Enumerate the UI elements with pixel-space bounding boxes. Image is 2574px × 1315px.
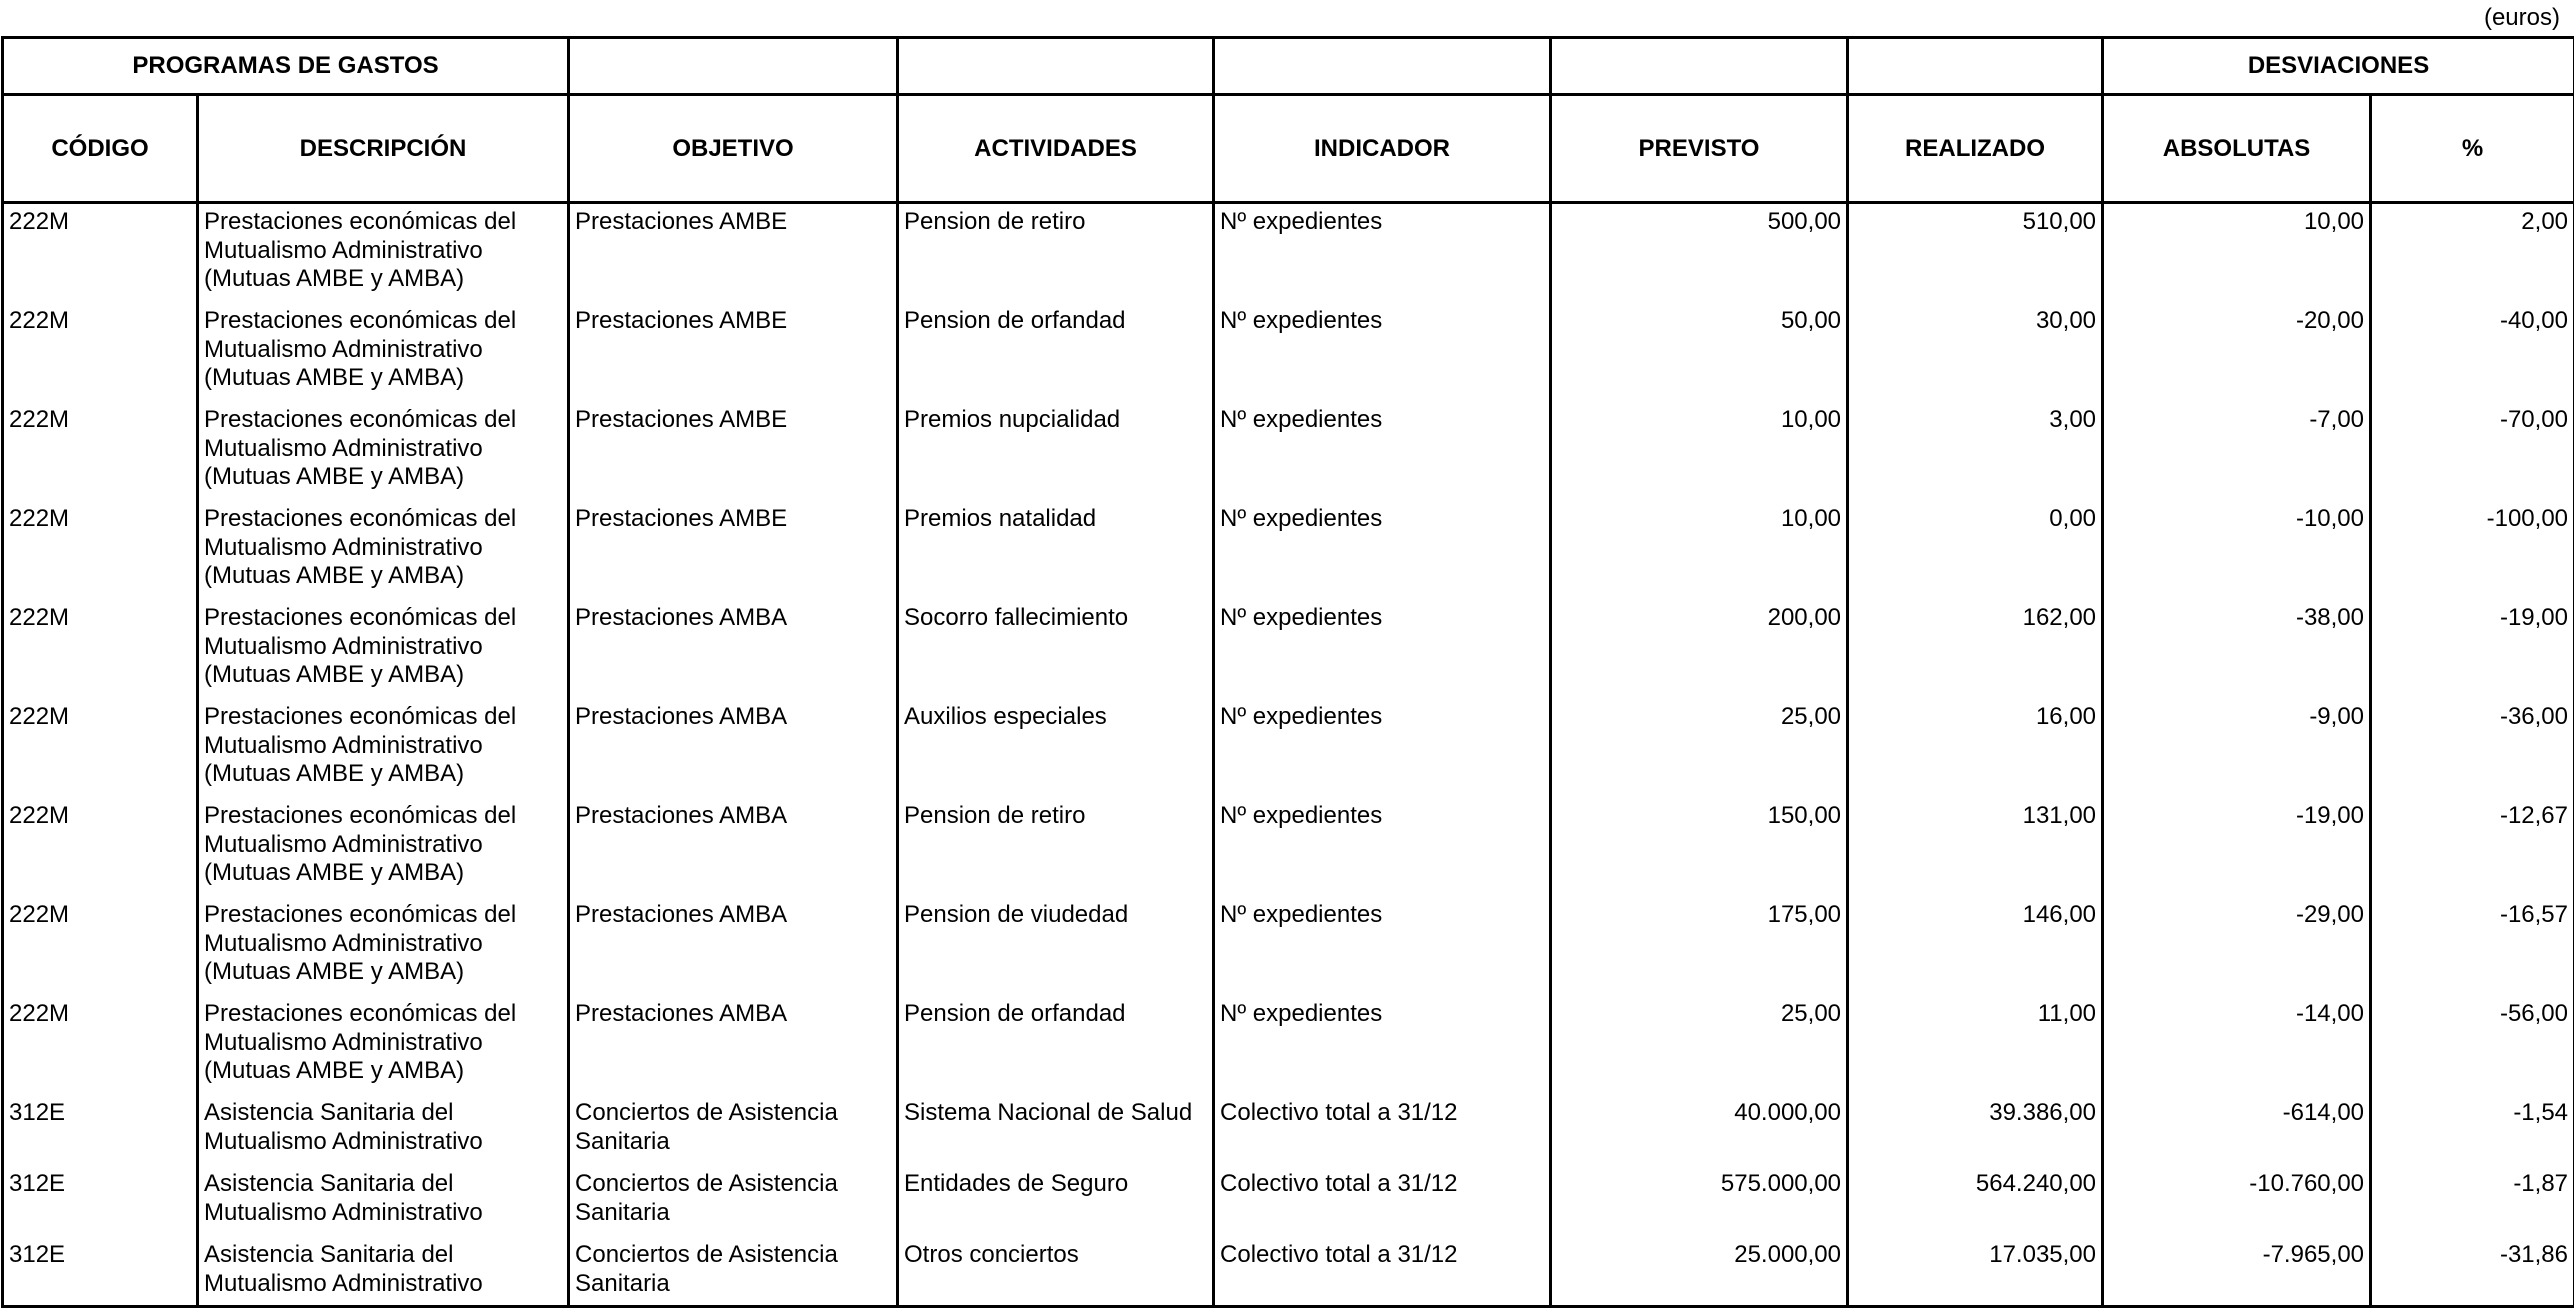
cell-descripcion: Prestaciones económicas del Mutualismo Administrativo (Mutuas AMBE y AMBA) (198, 501, 569, 600)
col-header-previsto: PREVISTO (1551, 95, 1848, 203)
header-group-desviaciones: DESVIACIONES (2103, 38, 2574, 95)
cell-actividades: Pension de retiro (898, 798, 1214, 897)
cell-previsto: 175,00 (1551, 897, 1848, 996)
cell-pct: 2,00 (2371, 203, 2574, 304)
cell-objetivo: Prestaciones AMBE (569, 402, 898, 501)
cell-codigo: 222M (3, 798, 198, 897)
cell-descripcion: Asistencia Sanitaria del Mutualismo Administrativo (198, 1237, 569, 1307)
cell-indicador: Nº expedientes (1214, 798, 1551, 897)
col-header-actividades: ACTIVIDADES (898, 95, 1214, 203)
cell-objetivo: Prestaciones AMBA (569, 897, 898, 996)
cell-absolutas: -29,00 (2103, 897, 2371, 996)
cell-absolutas: -38,00 (2103, 600, 2371, 699)
cell-actividades: Pension de retiro (898, 203, 1214, 304)
cell-actividades: Pension de orfandad (898, 303, 1214, 402)
cell-realizado: 3,00 (1848, 402, 2103, 501)
table-header (3, 38, 2574, 203)
cell-pct: -36,00 (2371, 699, 2574, 798)
cell-objetivo: Conciertos de Asistencia Sanitaria (569, 1095, 898, 1166)
cell-pct: -1,54 (2371, 1095, 2574, 1166)
col-header-absolutas: ABSOLUTAS (2103, 95, 2371, 203)
cell-pct: -31,86 (2371, 1237, 2574, 1307)
cell-indicador: Nº expedientes (1214, 996, 1551, 1095)
cell-codigo: 222M (3, 996, 198, 1095)
cell-actividades: Premios nupcialidad (898, 402, 1214, 501)
cell-indicador: Nº expedientes (1214, 600, 1551, 699)
cell-indicador: Nº expedientes (1214, 699, 1551, 798)
cell-descripcion: Prestaciones económicas del Mutualismo Administrativo (Mutuas AMBE y AMBA) (198, 798, 569, 897)
table-row (3, 402, 2574, 501)
col-header-objetivo: OBJETIVO (569, 95, 898, 203)
table-row (3, 303, 2574, 402)
cell-codigo: 222M (3, 699, 198, 798)
table-row (3, 996, 2574, 1095)
cell-previsto: 200,00 (1551, 600, 1848, 699)
cell-codigo: 222M (3, 897, 198, 996)
cell-previsto: 25.000,00 (1551, 1237, 1848, 1307)
cell-previsto: 10,00 (1551, 402, 1848, 501)
header-group-empty (1551, 38, 1848, 95)
cell-absolutas: -9,00 (2103, 699, 2371, 798)
table-row (3, 798, 2574, 897)
cell-codigo: 312E (3, 1166, 198, 1237)
cell-previsto: 575.000,00 (1551, 1166, 1848, 1237)
table-row (3, 897, 2574, 996)
objectives-indicators-table (1, 36, 2574, 1308)
cell-descripcion: Prestaciones económicas del Mutualismo Administrativo (Mutuas AMBE y AMBA) (198, 996, 569, 1095)
cell-absolutas: -10,00 (2103, 501, 2371, 600)
cell-indicador: Colectivo total a 31/12 (1214, 1095, 1551, 1166)
table-row (3, 203, 2574, 304)
cell-actividades: Pension de orfandad (898, 996, 1214, 1095)
cell-descripcion: Asistencia Sanitaria del Mutualismo Administrativo (198, 1095, 569, 1166)
cell-codigo: 312E (3, 1237, 198, 1307)
cell-previsto: 10,00 (1551, 501, 1848, 600)
cell-codigo: 222M (3, 600, 198, 699)
cell-codigo: 222M (3, 203, 198, 304)
cell-absolutas: -14,00 (2103, 996, 2371, 1095)
table-body (3, 203, 2574, 1307)
cell-indicador: Colectivo total a 31/12 (1214, 1166, 1551, 1237)
header-group-row (3, 38, 2574, 95)
col-header-codigo: CÓDIGO (3, 95, 198, 203)
cell-indicador: Colectivo total a 31/12 (1214, 1237, 1551, 1307)
cell-realizado: 510,00 (1848, 203, 2103, 304)
cell-absolutas: -19,00 (2103, 798, 2371, 897)
cell-descripcion: Prestaciones económicas del Mutualismo Administrativo (Mutuas AMBE y AMBA) (198, 897, 569, 996)
cell-objetivo: Prestaciones AMBE (569, 501, 898, 600)
cell-objetivo: Conciertos de Asistencia Sanitaria (569, 1237, 898, 1307)
cell-actividades: Pension de viudedad (898, 897, 1214, 996)
cell-previsto: 150,00 (1551, 798, 1848, 897)
header-group-empty (1848, 38, 2103, 95)
cell-pct: -1,87 (2371, 1166, 2574, 1237)
cell-previsto: 25,00 (1551, 996, 1848, 1095)
cell-descripcion: Prestaciones económicas del Mutualismo Administrativo (Mutuas AMBE y AMBA) (198, 402, 569, 501)
table-row (3, 600, 2574, 699)
cell-absolutas: -10.760,00 (2103, 1166, 2371, 1237)
table-row (3, 1095, 2574, 1166)
cell-indicador: Nº expedientes (1214, 203, 1551, 304)
cell-absolutas: -614,00 (2103, 1095, 2371, 1166)
cell-pct: -16,57 (2371, 897, 2574, 996)
cell-realizado: 146,00 (1848, 897, 2103, 996)
cell-indicador: Nº expedientes (1214, 303, 1551, 402)
cell-actividades: Socorro fallecimiento (898, 600, 1214, 699)
cell-previsto: 40.000,00 (1551, 1095, 1848, 1166)
cell-pct: -12,67 (2371, 798, 2574, 897)
cell-objetivo: Prestaciones AMBE (569, 303, 898, 402)
cell-indicador: Nº expedientes (1214, 402, 1551, 501)
header-column-row (3, 95, 2574, 203)
cell-objetivo: Conciertos de Asistencia Sanitaria (569, 1166, 898, 1237)
cell-descripcion: Prestaciones económicas del Mutualismo Administrativo (Mutuas AMBE y AMBA) (198, 699, 569, 798)
cell-absolutas: -20,00 (2103, 303, 2371, 402)
cell-pct: -100,00 (2371, 501, 2574, 600)
cell-descripcion: Prestaciones económicas del Mutualismo Administrativo (Mutuas AMBE y AMBA) (198, 303, 569, 402)
cell-absolutas: 10,00 (2103, 203, 2371, 304)
cell-objetivo: Prestaciones AMBE (569, 203, 898, 304)
col-header-indicador: INDICADOR (1214, 95, 1551, 203)
cell-objetivo: Prestaciones AMBA (569, 798, 898, 897)
cell-previsto: 25,00 (1551, 699, 1848, 798)
col-header-descripcion: DESCRIPCIÓN (198, 95, 569, 203)
cell-previsto: 50,00 (1551, 303, 1848, 402)
cell-codigo: 222M (3, 303, 198, 402)
cell-actividades: Sistema Nacional de Salud (898, 1095, 1214, 1166)
table-row (3, 1166, 2574, 1237)
cell-indicador: Nº expedientes (1214, 897, 1551, 996)
cell-previsto: 500,00 (1551, 203, 1848, 304)
table-row (3, 1237, 2574, 1307)
cell-descripcion: Asistencia Sanitaria del Mutualismo Administrativo (198, 1166, 569, 1237)
cell-descripcion: Prestaciones económicas del Mutualismo Administrativo (Mutuas AMBE y AMBA) (198, 600, 569, 699)
cell-realizado: 131,00 (1848, 798, 2103, 897)
cell-realizado: 564.240,00 (1848, 1166, 2103, 1237)
cell-absolutas: -7,00 (2103, 402, 2371, 501)
cell-indicador: Nº expedientes (1214, 501, 1551, 600)
cell-pct: -40,00 (2371, 303, 2574, 402)
cell-pct: -56,00 (2371, 996, 2574, 1095)
cell-pct: -19,00 (2371, 600, 2574, 699)
cell-actividades: Otros conciertos (898, 1237, 1214, 1307)
cell-codigo: 222M (3, 501, 198, 600)
col-header-realizado: REALIZADO (1848, 95, 2103, 203)
cell-actividades: Entidades de Seguro (898, 1166, 1214, 1237)
header-group-empty (569, 38, 898, 95)
cell-codigo: 312E (3, 1095, 198, 1166)
cell-realizado: 39.386,00 (1848, 1095, 2103, 1166)
cell-descripcion: Prestaciones económicas del Mutualismo Administrativo (Mutuas AMBE y AMBA) (198, 203, 569, 304)
cell-realizado: 30,00 (1848, 303, 2103, 402)
table-row (3, 501, 2574, 600)
cell-realizado: 11,00 (1848, 996, 2103, 1095)
cell-actividades: Auxilios especiales (898, 699, 1214, 798)
header-group-empty (898, 38, 1214, 95)
cell-objetivo: Prestaciones AMBA (569, 699, 898, 798)
cell-absolutas: -7.965,00 (2103, 1237, 2371, 1307)
currency-unit-note: (euros) (2483, 4, 2560, 31)
cell-codigo: 222M (3, 402, 198, 501)
cell-objetivo: Prestaciones AMBA (569, 996, 898, 1095)
cell-realizado: 17.035,00 (1848, 1237, 2103, 1307)
header-group-programas: PROGRAMAS DE GASTOS (3, 38, 569, 95)
cell-realizado: 16,00 (1848, 699, 2103, 798)
table-row (3, 699, 2574, 798)
col-header-pct: % (2371, 95, 2574, 203)
cell-realizado: 0,00 (1848, 501, 2103, 600)
header-group-empty (1214, 38, 1551, 95)
cell-realizado: 162,00 (1848, 600, 2103, 699)
cell-pct: -70,00 (2371, 402, 2574, 501)
cell-actividades: Premios natalidad (898, 501, 1214, 600)
cell-objetivo: Prestaciones AMBA (569, 600, 898, 699)
